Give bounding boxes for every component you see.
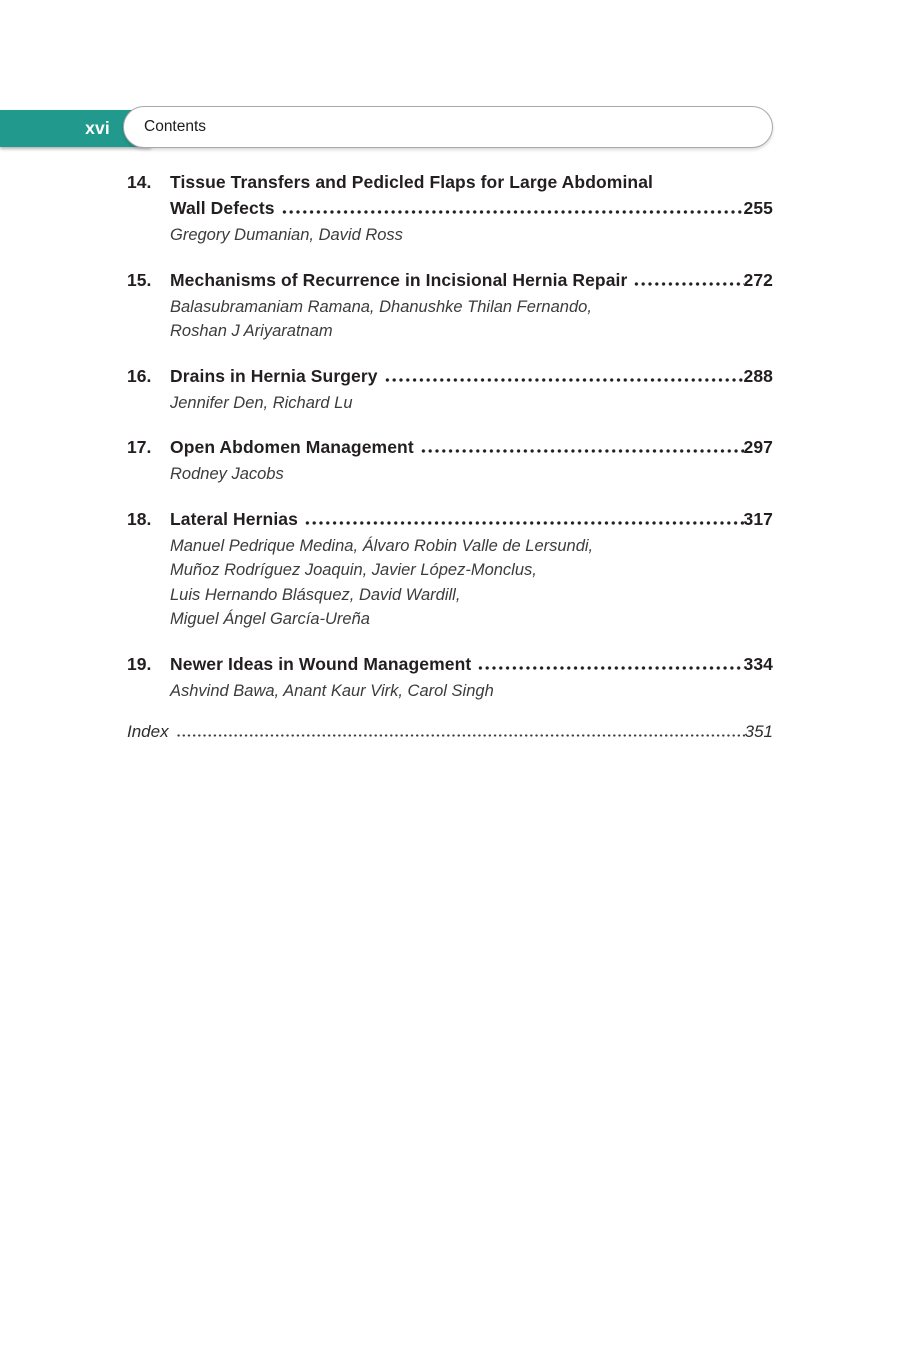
contents-tab xyxy=(123,106,773,148)
toc-entry xyxy=(127,363,773,416)
dotted-leader xyxy=(384,370,744,382)
chapter-authors xyxy=(170,295,773,344)
author-line: Miguel Ángel García-Ureña xyxy=(170,610,370,628)
contents-tab-label: Contents xyxy=(144,118,207,135)
chapter-title-row xyxy=(170,195,773,221)
chapter-entry-body xyxy=(170,363,773,416)
chapter-title: Mechanisms of Recurrence in Incisional Hernia Repair xyxy=(170,269,628,290)
chapter-title: Open Abdomen Management xyxy=(170,437,414,457)
index-label: Index xyxy=(127,722,169,741)
chapter-title-line: Tissue Transfers and Pedicled Flaps for Large Abdominal xyxy=(170,172,653,192)
dotted-leader xyxy=(304,513,744,525)
chapter-entry-body xyxy=(170,169,773,248)
chapter-number: 19. xyxy=(127,653,152,674)
chapter-authors xyxy=(170,391,773,416)
chapter-number: 16. xyxy=(127,365,152,386)
toc-entry xyxy=(127,651,773,704)
chapter-page-number: 334 xyxy=(743,653,773,674)
dotted-leader xyxy=(176,726,745,737)
toc-entry xyxy=(127,169,773,248)
author-line: Muñoz Rodríguez Joaquin, Javier López-Monclus, xyxy=(170,561,537,579)
chapter-authors xyxy=(170,534,773,632)
index-entry xyxy=(127,722,773,742)
chapter-title: Drains in Hernia Surgery xyxy=(170,365,378,386)
chapter-title: Newer Ideas in Wound Management xyxy=(170,653,472,674)
chapter-page-number: 272 xyxy=(743,269,773,290)
chapter-authors xyxy=(170,679,773,704)
chapter-title-row xyxy=(170,651,773,677)
chapter-page-number: 255 xyxy=(743,198,773,218)
dotted-leader xyxy=(477,658,743,670)
chapter-title-row xyxy=(170,434,773,460)
toc-entry xyxy=(127,434,773,487)
chapter-number: 18. xyxy=(127,508,152,529)
chapter-entry-body xyxy=(170,651,773,704)
chapter-title: Lateral Hernias xyxy=(170,508,298,529)
chapter-entry-body xyxy=(170,267,773,344)
chapter-page-number: 297 xyxy=(743,437,773,457)
toc-entry xyxy=(127,506,773,632)
dotted-leader xyxy=(281,202,744,214)
chapter-authors xyxy=(170,223,773,248)
chapter-page-number: 317 xyxy=(743,508,773,529)
chapter-title-row xyxy=(170,363,773,389)
table-of-contents xyxy=(127,169,773,742)
chapter-entry-body xyxy=(170,506,773,632)
chapter-number: 17. xyxy=(127,437,152,457)
chapter-title-row xyxy=(170,267,773,293)
author-line: Ashvind Bawa, Anant Kaur Virk, Carol Singh xyxy=(170,681,494,700)
author-line: Jennifer Den, Richard Lu xyxy=(170,393,353,412)
chapter-number: 14. xyxy=(127,172,152,192)
author-line: Luis Hernando Blásquez, David Wardill, xyxy=(170,585,461,604)
page-folio: xvi xyxy=(85,118,110,138)
author-line: Manuel Pedrique Medina, Álvaro Robin Valle de Lersundi, xyxy=(170,536,594,555)
chapter-page-number: 288 xyxy=(743,365,773,386)
author-line: Rodney Jacobs xyxy=(170,465,284,483)
dotted-leader xyxy=(420,441,744,453)
chapter-title: Wall Defects xyxy=(170,198,275,218)
index-page-number: 351 xyxy=(744,722,773,741)
chapter-entry-body xyxy=(170,434,773,487)
author-line: Roshan J Ariyaratnam xyxy=(170,322,333,340)
chapter-number: 15. xyxy=(127,269,152,290)
author-line: Balasubramaniam Ramana, Dhanushke Thilan Fernando, xyxy=(170,297,592,316)
author-line: Gregory Dumanian, David Ross xyxy=(170,226,403,244)
dotted-leader xyxy=(633,274,743,286)
chapter-authors xyxy=(170,462,773,487)
chapter-title-row xyxy=(170,506,773,532)
toc-entry xyxy=(127,267,773,344)
